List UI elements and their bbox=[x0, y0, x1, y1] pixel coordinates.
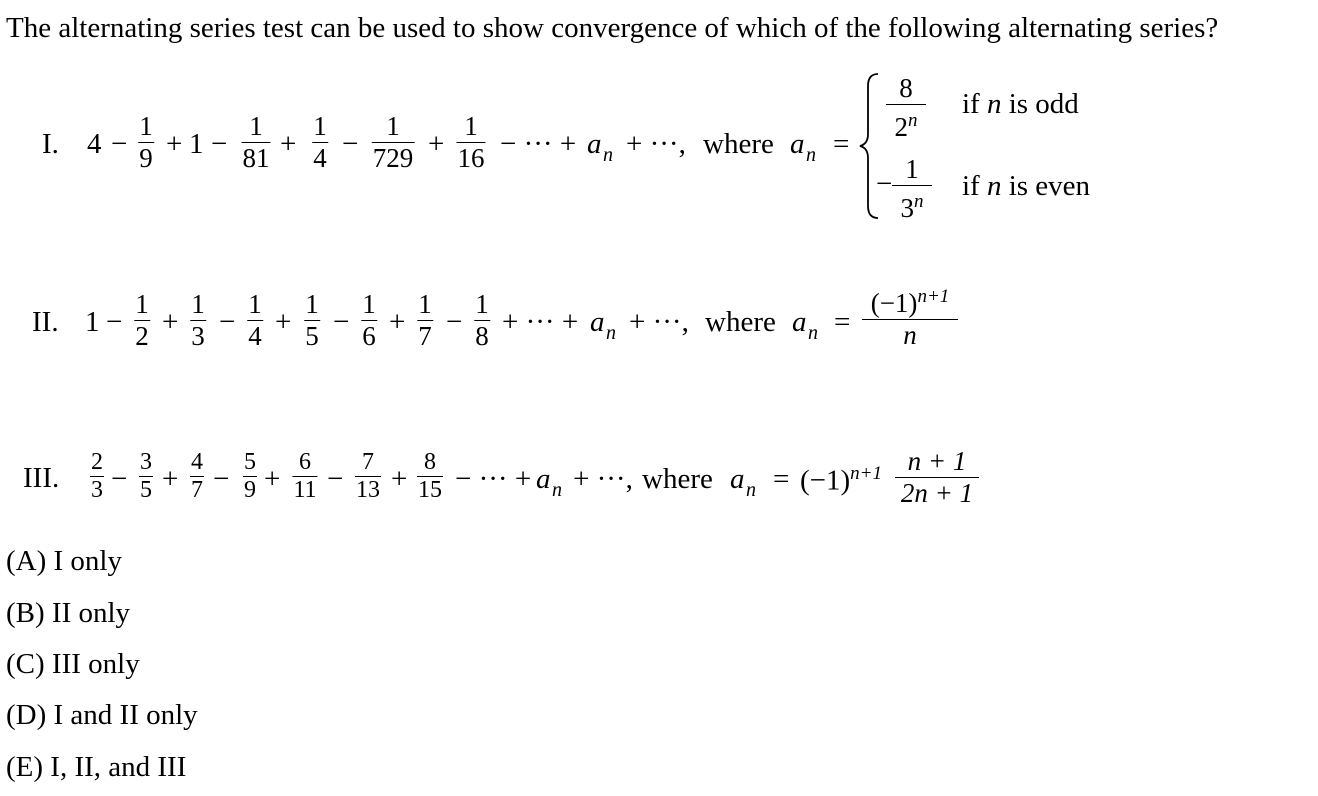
series-3-fraction-4 bbox=[243, 450, 257, 503]
denominator: 81 bbox=[242, 143, 270, 173]
numerator: 3 bbox=[140, 449, 152, 475]
minus-sign: − bbox=[213, 463, 230, 495]
numerator: 1 bbox=[248, 289, 262, 319]
series-1-tail: − ··· + bbox=[500, 128, 577, 160]
numerator: 4 bbox=[191, 449, 203, 475]
choice-e[interactable] bbox=[6, 751, 186, 784]
minus-sign: − bbox=[333, 306, 350, 338]
numerator: 1 bbox=[135, 289, 149, 319]
minus-sign: − bbox=[111, 463, 128, 495]
series-1-case-even-condition bbox=[962, 170, 1090, 203]
numerator: 1 bbox=[249, 111, 263, 141]
denominator: n bbox=[903, 320, 917, 350]
series-2-a-label-subscript: n bbox=[808, 322, 818, 344]
series-1-subscript-n: n bbox=[603, 144, 613, 166]
series-3-a-label-subscript: n bbox=[746, 479, 756, 501]
condition-variable: n bbox=[986, 170, 1002, 202]
denominator: 4 bbox=[248, 321, 262, 351]
numerator bbox=[870, 282, 951, 318]
numerator: 1 bbox=[475, 289, 489, 319]
series-2-a: a bbox=[590, 306, 605, 338]
series-3-a-label: a bbox=[730, 463, 745, 495]
series-1-where: where bbox=[703, 128, 774, 160]
series-3-where: where bbox=[642, 463, 713, 495]
numerator: 1 bbox=[464, 111, 478, 141]
exponent: n bbox=[908, 110, 918, 131]
minus-sign: − bbox=[219, 306, 236, 338]
series-3-fraction-7 bbox=[417, 450, 443, 503]
equals-sign: = bbox=[773, 463, 790, 495]
series-1-fraction-3 bbox=[242, 112, 271, 173]
numerator: 1 bbox=[386, 111, 400, 141]
exponent: n+1 bbox=[917, 286, 950, 307]
condition-prefix: if bbox=[962, 88, 980, 120]
denominator: 6 bbox=[362, 321, 376, 351]
plus-sign: + bbox=[280, 128, 297, 160]
series-3-fraction-5 bbox=[292, 450, 317, 503]
series-1-case-even-minus: − bbox=[876, 168, 893, 200]
choice-text: I and II only bbox=[53, 699, 198, 731]
series-2-tail: + ··· + bbox=[502, 306, 579, 338]
choice-c[interactable] bbox=[6, 648, 140, 681]
minus-sign: − bbox=[211, 128, 228, 160]
base: 2 bbox=[894, 112, 908, 142]
base: (−1) bbox=[800, 464, 851, 497]
base: 3 bbox=[900, 193, 914, 223]
exponent: n bbox=[914, 191, 924, 212]
denominator: 5 bbox=[305, 321, 319, 351]
numerator: 5 bbox=[244, 449, 256, 475]
condition-suffix: is odd bbox=[1008, 88, 1079, 120]
series-1-a: a bbox=[587, 128, 602, 160]
numerator: 1 bbox=[305, 289, 319, 319]
series-1-a-label: a bbox=[790, 128, 805, 160]
denominator: 9 bbox=[244, 477, 256, 503]
denominator: 15 bbox=[418, 477, 442, 503]
minus-sign: − bbox=[111, 128, 128, 160]
denominator: 729 bbox=[372, 143, 414, 173]
equals-sign: = bbox=[834, 306, 851, 338]
numerator: 1 bbox=[418, 289, 432, 319]
numerator: 7 bbox=[362, 449, 374, 475]
series-1-plus-dots: + ···, bbox=[626, 128, 686, 160]
series-2-subscript-n: n bbox=[606, 322, 616, 344]
series-3-subscript-n: n bbox=[552, 479, 562, 501]
fraction-bar bbox=[886, 104, 926, 105]
series-2-fraction-8 bbox=[474, 290, 490, 351]
choice-label: (D) bbox=[6, 699, 47, 731]
numerator: 1 bbox=[362, 289, 376, 319]
denominator: 3 bbox=[91, 477, 103, 503]
choice-text: I only bbox=[53, 545, 122, 577]
numerator: 1 bbox=[139, 111, 153, 141]
choice-label: (B) bbox=[6, 597, 45, 629]
choice-label: (A) bbox=[6, 545, 47, 577]
series-2-a-label: a bbox=[792, 306, 807, 338]
denominator: 9 bbox=[139, 143, 153, 173]
series-2-fraction-6 bbox=[361, 290, 377, 351]
denominator: 11 bbox=[293, 477, 317, 503]
plus-sign: + bbox=[166, 128, 183, 160]
minus-sign: − bbox=[446, 306, 463, 338]
minus-sign: − bbox=[342, 128, 359, 160]
plus-sign: + bbox=[275, 306, 292, 338]
denominator: 2 bbox=[135, 321, 149, 351]
equals-sign: = bbox=[833, 128, 850, 160]
series-2-fraction-5 bbox=[304, 290, 320, 351]
exponent: n+1 bbox=[850, 463, 882, 484]
condition-variable: n bbox=[986, 88, 1002, 120]
choice-text: I, II, and III bbox=[50, 751, 187, 783]
fraction-bar bbox=[892, 185, 932, 186]
condition-prefix: if bbox=[962, 170, 980, 202]
series-3-sign-factor bbox=[800, 463, 882, 498]
plus-sign: + bbox=[391, 463, 408, 495]
series-3-fraction-3 bbox=[190, 450, 204, 503]
series-1-fraction-5 bbox=[312, 112, 328, 173]
denominator: 8 bbox=[475, 321, 489, 351]
series-2-plus-dots: + ···, bbox=[629, 306, 689, 338]
series-2-formula bbox=[862, 282, 958, 350]
series-1-case-even-fraction bbox=[892, 155, 932, 223]
condition-suffix: is even bbox=[1008, 170, 1091, 202]
series-1-case-odd-condition bbox=[962, 88, 1079, 121]
series-1-case-odd-fraction bbox=[886, 74, 926, 142]
series-1-term-3: 1 bbox=[189, 128, 204, 160]
series-2-fraction-3 bbox=[190, 290, 206, 351]
plus-sign: + bbox=[162, 463, 179, 495]
numerator: 2 bbox=[91, 449, 103, 475]
series-1-fraction-7 bbox=[457, 112, 486, 173]
numerator: 1 bbox=[313, 111, 327, 141]
series-1-a-label-subscript: n bbox=[806, 144, 816, 166]
plus-sign: + bbox=[389, 306, 406, 338]
series-2-fraction-4 bbox=[247, 290, 263, 351]
numerator: n + 1 bbox=[907, 446, 967, 476]
series-3-tail: − ··· + bbox=[455, 463, 532, 495]
minus-sign: − bbox=[106, 306, 123, 338]
series-2-fraction-2 bbox=[134, 290, 150, 351]
series-1-term-1: 4 bbox=[87, 128, 102, 160]
choice-text: II only bbox=[51, 597, 131, 629]
denominator: 2n + 1 bbox=[900, 478, 974, 508]
denominator: 16 bbox=[457, 143, 485, 173]
series-2-label: II. bbox=[32, 306, 59, 338]
series-1-fraction-6 bbox=[372, 112, 415, 173]
choice-a[interactable] bbox=[6, 545, 122, 578]
choice-label: (C) bbox=[6, 648, 45, 680]
series-3-formula-fraction bbox=[895, 447, 979, 508]
series-3-label: III. bbox=[23, 462, 60, 494]
numerator: 8 bbox=[899, 73, 913, 103]
minus-sign: − bbox=[327, 463, 344, 495]
choice-label: (E) bbox=[6, 751, 44, 783]
denominator: 5 bbox=[140, 477, 152, 503]
denominator: 3 bbox=[191, 321, 205, 351]
series-1-fraction-1 bbox=[138, 112, 154, 173]
series-2-where: where bbox=[705, 306, 776, 338]
series-2-term-1: 1 bbox=[85, 306, 100, 338]
choice-d[interactable] bbox=[6, 699, 198, 732]
series-1-label: I. bbox=[42, 128, 59, 160]
series-3-fraction-1 bbox=[90, 450, 104, 503]
series-3-a: a bbox=[536, 463, 551, 495]
denominator bbox=[900, 187, 925, 223]
denominator: 7 bbox=[191, 477, 203, 503]
denominator bbox=[894, 106, 919, 142]
series-3-fraction-6 bbox=[355, 450, 381, 503]
base: (−1) bbox=[870, 288, 918, 318]
numerator: 1 bbox=[191, 289, 205, 319]
choice-b[interactable] bbox=[6, 597, 130, 630]
question-text: The alternating series test can be used to show convergence of which of the following alternating series? bbox=[6, 12, 1219, 44]
numerator: 6 bbox=[298, 449, 311, 475]
choice-text: III only bbox=[51, 648, 140, 680]
series-3-plus-dots: + ···, bbox=[573, 463, 633, 495]
denominator: 13 bbox=[356, 477, 380, 503]
denominator: 4 bbox=[313, 143, 327, 173]
plus-sign: + bbox=[162, 306, 179, 338]
series-2-fraction-7 bbox=[417, 290, 433, 351]
denominator: 7 bbox=[418, 321, 432, 351]
series-3-fraction-2 bbox=[139, 450, 153, 503]
plus-sign: + bbox=[428, 128, 445, 160]
plus-sign: + bbox=[264, 463, 281, 495]
numerator: 8 bbox=[424, 449, 436, 475]
numerator: 1 bbox=[905, 154, 919, 184]
